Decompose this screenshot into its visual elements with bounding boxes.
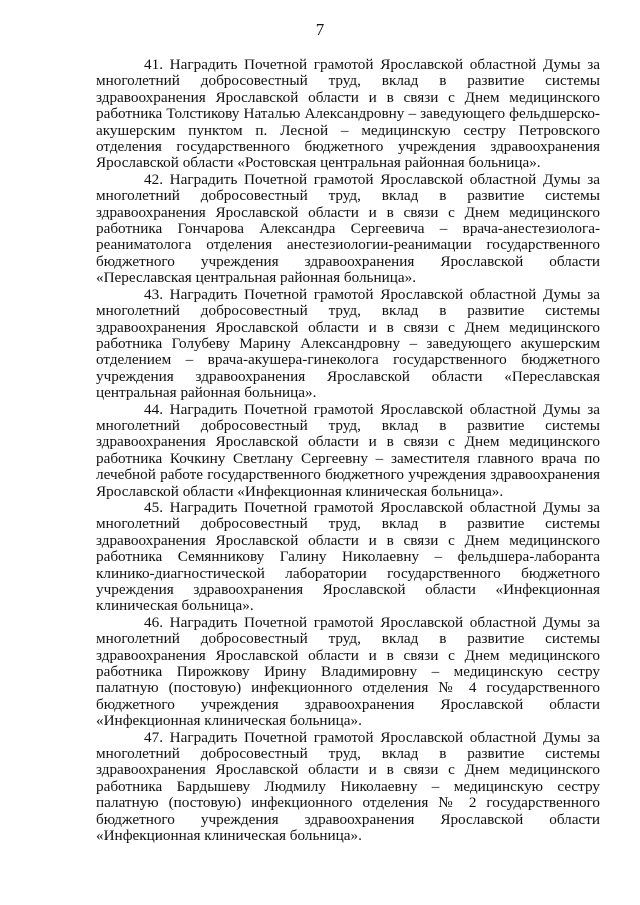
paragraph-45: 45. Наградить Почетной грамотой Ярославской областной Думы за многолетний добросовестный труд, вклад в развитие системы здравоохранения Ярославской области и в связи с Днем медицинского работника Семянникову Галину Николаевну – фельдшера-лаборанта клинико-диагностической лаборатории государственного бюджетного учреждения здравоохранения Ярославской области «Инфекционная клиническая больница».: [96, 498, 600, 615]
paragraph-42: 42. Наградить Почетной грамотой Ярославской областной Думы за многолетний добросовестный труд, вклад в развитие системы здравоохранения Ярославской области и в связи с Днем медицинского работника Гончарова Александра Сергеевича – врача-анестезиолога-реаниматолога отделения анестезиологии-реанимации государственного бюджетного учреждения здравоохранения Ярославской области «Переславская центральная районная больница».: [96, 170, 600, 287]
paragraph-43: 43. Наградить Почетной грамотой Ярославской областной Думы за многолетний добросовестный труд, вклад в развитие системы здравоохранения Ярославской области и в связи с Днем медицинского работника Голубеву Марину Александровну – заведующего акушерским отделением – врача-акушера-гинеколога государственного бюджетного учреждения здравоохранения Ярославской области «Переславская центральная районная больница».: [96, 285, 600, 402]
paragraph-46: 46. Наградить Почетной грамотой Ярославской областной Думы за многолетний добросовестный труд, вклад в развитие системы здравоохранения Ярославской области и в связи с Днем медицинского работника Пирожкову Ирину Владимировну – медицинскую сестру палатную (постовую) инфекционного отделения № 4 государственного бюджетного учреждения здравоохранения Ярославской области «Инфекционная клиническая больница».: [96, 613, 600, 730]
document-body: [96, 57, 600, 845]
page-number: 7: [315, 20, 325, 39]
paragraph-44: 44. Наградить Почетной грамотой Ярославской областной Думы за многолетний добросовестный труд, вклад в развитие системы здравоохранения Ярославской области и в связи с Днем медицинского работника Кочкину Светлану Сергеевну – заместителя главного врача по лечебной работе государственного бюджетного учреждения здравоохранения Ярославской области «Инфекционная клиническая больница».: [96, 400, 600, 500]
paragraph-41: 41. Наградить Почетной грамотой Ярославской областной Думы за многолетний добросовестный труд, вклад в развитие системы здравоохранения Ярославской области и в связи с Днем медицинского работника Толстикову Наталью Александровну – заведующего фельдшерско-акушерским пунктом п. Лесной – медицинскую сестру Петровского отделения государственного бюджетного учреждения здравоохранения Ярославской области «Ростовская центральная районная больница».: [96, 56, 600, 172]
paragraph-47: 47. Наградить Почетной грамотой Ярославской областной Думы за многолетний добросовестный труд, вклад в развитие системы здравоохранения Ярославской области и в связи с Днем медицинского работника Бардышеву Людмилу Николаевну – медицинскую сестру палатную (постовую) инфекционного отделения № 2 государственного бюджетного учреждения здравоохранения Ярославской области «Инфекционная клиническая больница».: [96, 728, 600, 845]
